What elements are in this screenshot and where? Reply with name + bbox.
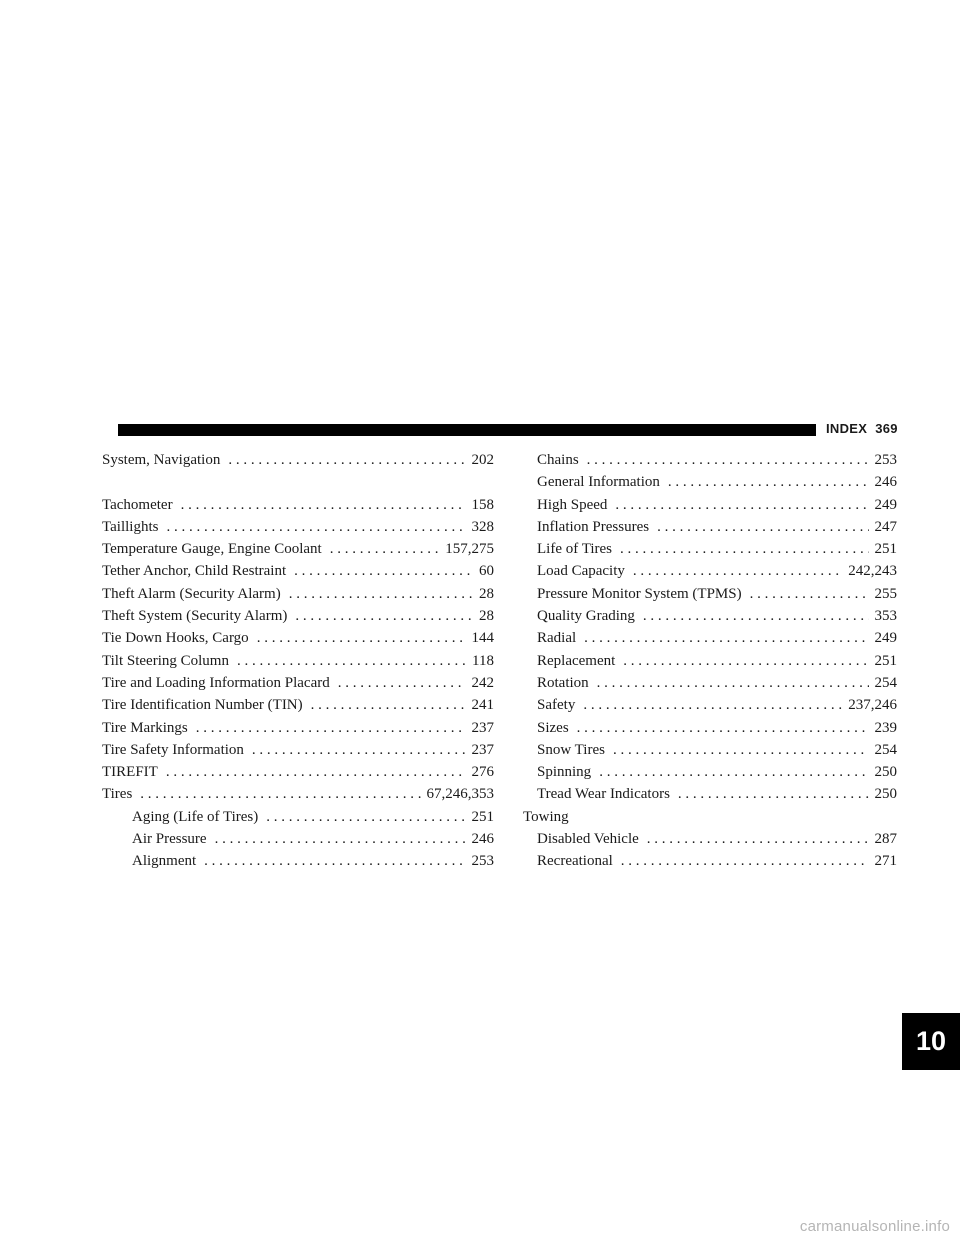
dot-leader xyxy=(633,560,842,582)
entry-page-ref: 157,275 xyxy=(445,541,494,558)
entry-label: Quality Grading xyxy=(537,608,635,625)
index-entry xyxy=(102,516,494,538)
dot-leader xyxy=(311,694,466,716)
index-subentry xyxy=(523,627,897,649)
index-subentry xyxy=(523,783,897,805)
dot-leader xyxy=(252,739,466,761)
dot-leader xyxy=(678,783,869,805)
dot-leader xyxy=(587,449,869,471)
entry-page-ref: 246 xyxy=(471,831,494,848)
entry-label: Tire and Loading Information Placard xyxy=(102,674,330,691)
index-subentry xyxy=(523,850,897,872)
entry-page-ref: 202 xyxy=(471,452,494,468)
entry-page-ref: 251 xyxy=(874,541,897,558)
header-rule xyxy=(118,424,816,436)
entry-page-ref: 353 xyxy=(874,608,897,625)
page-header xyxy=(826,421,898,436)
index-entry xyxy=(102,672,494,694)
dot-leader xyxy=(196,717,466,739)
entry-page-ref: 247 xyxy=(874,518,897,535)
dot-leader xyxy=(584,627,868,649)
dot-leader xyxy=(338,672,466,694)
entry-spacer xyxy=(102,471,494,493)
entry-page-ref: 287 xyxy=(874,831,897,848)
entry-page-ref: 271 xyxy=(874,853,897,870)
entry-page-ref: 118 xyxy=(472,652,494,669)
entry-label: Pressure Monitor System (TPMS) xyxy=(537,585,742,602)
entry-page-ref: 253 xyxy=(874,452,897,468)
index-entry xyxy=(102,783,494,805)
entry-page-ref: 237 xyxy=(471,719,494,736)
index-entry xyxy=(102,583,494,605)
entry-label: High Speed xyxy=(537,496,608,513)
entry-page-ref: 251 xyxy=(471,808,494,825)
dot-leader xyxy=(615,494,868,516)
dot-leader xyxy=(181,494,466,516)
entry-label: Spinning xyxy=(537,764,592,781)
entry-label: Taillights xyxy=(102,518,159,535)
index-subentry xyxy=(523,761,897,783)
entry-page-ref: 158 xyxy=(471,496,494,513)
index-entry xyxy=(102,627,494,649)
entry-page-ref: 242 xyxy=(471,674,494,691)
entry-page-ref: 144 xyxy=(471,630,494,647)
index-subentry xyxy=(102,806,494,828)
entry-page-ref: 239 xyxy=(874,719,897,736)
index-entry xyxy=(102,560,494,582)
entry-label: Temperature Gauge, Engine Coolant xyxy=(102,541,322,558)
page-number: 369 xyxy=(875,421,898,436)
entry-page-ref: 251 xyxy=(874,652,897,669)
entry-page-ref: 254 xyxy=(874,741,897,758)
entry-page-ref: 249 xyxy=(874,630,897,647)
index-entry xyxy=(102,650,494,672)
entry-label: Tread Wear Indicators xyxy=(537,786,670,803)
entry-label: TIREFIT xyxy=(102,764,158,781)
index-entry xyxy=(102,717,494,739)
index-subentry xyxy=(523,739,897,761)
entry-label: Tie Down Hooks, Cargo xyxy=(102,630,249,647)
index-subentry xyxy=(523,717,897,739)
entry-page-ref: 328 xyxy=(471,518,494,535)
entry-label: General Information xyxy=(537,474,660,491)
dot-leader xyxy=(613,739,869,761)
index-subentry xyxy=(523,471,897,493)
entry-page-ref: 60 xyxy=(479,563,494,580)
index-subentry xyxy=(523,583,897,605)
index-subentry xyxy=(523,494,897,516)
entry-page-ref: 250 xyxy=(874,786,897,803)
dot-leader xyxy=(266,806,465,828)
dot-leader xyxy=(257,627,466,649)
dot-leader xyxy=(597,672,869,694)
entry-page-ref: 250 xyxy=(874,764,897,781)
index-entry xyxy=(102,538,494,560)
entry-label: Tachometer xyxy=(102,496,173,513)
entry-page-ref: 237,246 xyxy=(848,697,897,714)
index-subentry xyxy=(102,828,494,850)
entry-label: Life of Tires xyxy=(537,541,612,558)
entry-label: Tires xyxy=(102,786,133,803)
dot-leader xyxy=(204,850,465,872)
dot-leader xyxy=(215,828,466,850)
entry-label: System, Navigation xyxy=(102,452,221,468)
entry-label: Tire Safety Information xyxy=(102,741,244,758)
entry-label: Air Pressure xyxy=(132,831,207,848)
entry-label: Chains xyxy=(537,452,579,468)
dot-leader xyxy=(623,650,868,672)
dot-leader xyxy=(599,761,868,783)
entry-label: Rotation xyxy=(537,674,589,691)
entry-label: Disabled Vehicle xyxy=(537,831,639,848)
dot-leader xyxy=(668,471,869,493)
entry-page-ref: 241 xyxy=(471,697,494,714)
index-subentry xyxy=(523,672,897,694)
entry-label: Load Capacity xyxy=(537,563,625,580)
entry-page-ref: 242,243 xyxy=(848,563,897,580)
dot-leader xyxy=(577,717,869,739)
entry-label: Safety xyxy=(537,697,576,714)
dot-leader xyxy=(330,538,440,560)
entry-label: Alignment xyxy=(132,853,197,870)
entry-label: Aging (Life of Tires) xyxy=(132,808,259,825)
entry-page-ref: 246 xyxy=(874,474,897,491)
entry-label: Tire Markings xyxy=(102,719,188,736)
dot-leader xyxy=(166,516,465,538)
index-column-right xyxy=(523,449,897,873)
chapter-tab: 10 xyxy=(902,1013,960,1070)
entry-page-ref: 28 xyxy=(479,585,494,602)
entry-label: Inflation Pressures xyxy=(537,518,650,535)
index-subentry xyxy=(523,650,897,672)
index-subentry xyxy=(523,538,897,560)
entry-label: Recreational xyxy=(537,853,613,870)
dot-leader xyxy=(621,850,869,872)
index-entry xyxy=(102,739,494,761)
index-entry xyxy=(102,694,494,716)
dot-leader xyxy=(750,583,869,605)
index-subentry xyxy=(523,449,897,471)
entry-page-ref: 253 xyxy=(471,853,494,870)
dot-leader xyxy=(140,783,420,805)
index-subentry xyxy=(523,828,897,850)
entry-label: Tilt Steering Column xyxy=(102,652,229,669)
index-entry xyxy=(102,449,494,471)
entry-page-ref: 28 xyxy=(479,608,494,625)
index-entry xyxy=(102,761,494,783)
index-entry xyxy=(102,605,494,627)
entry-label: Tire Identification Number (TIN) xyxy=(102,697,303,714)
index-subentry xyxy=(523,694,897,716)
index-subentry xyxy=(523,605,897,627)
index-subentry xyxy=(523,560,897,582)
watermark: carmanualsonline.info xyxy=(799,1218,950,1235)
entry-label: Replacement xyxy=(537,652,616,669)
entry-label: Radial xyxy=(537,630,577,647)
entry-label: Theft System (Security Alarm) xyxy=(102,608,288,625)
entry-page-ref: 237 xyxy=(471,741,494,758)
dot-leader xyxy=(657,516,868,538)
index-subentry xyxy=(523,516,897,538)
entry-label: Snow Tires xyxy=(537,741,605,758)
index-subentry xyxy=(102,850,494,872)
entry-page-ref: 67,246,353 xyxy=(426,786,494,803)
dot-leader xyxy=(289,583,473,605)
dot-leader xyxy=(294,560,473,582)
index-heading: Towing xyxy=(523,808,569,825)
dot-leader xyxy=(228,449,465,471)
dot-leader xyxy=(643,605,869,627)
dot-leader xyxy=(583,694,842,716)
dot-leader xyxy=(237,650,466,672)
entry-page-ref: 255 xyxy=(874,585,897,602)
entry-label: Theft Alarm (Security Alarm) xyxy=(102,585,281,602)
dot-leader xyxy=(647,828,869,850)
dot-leader xyxy=(620,538,869,560)
entry-page-ref: 276 xyxy=(471,764,494,781)
entry-page-ref: 249 xyxy=(874,496,897,513)
entry-label: Sizes xyxy=(537,719,569,736)
index-column-left xyxy=(102,449,494,873)
entry-page-ref: 254 xyxy=(874,674,897,691)
dot-leader xyxy=(295,605,473,627)
entry-label: Tether Anchor, Child Restraint xyxy=(102,563,287,580)
index-entry xyxy=(102,494,494,516)
section-title: INDEX xyxy=(826,421,868,436)
dot-leader xyxy=(166,761,466,783)
